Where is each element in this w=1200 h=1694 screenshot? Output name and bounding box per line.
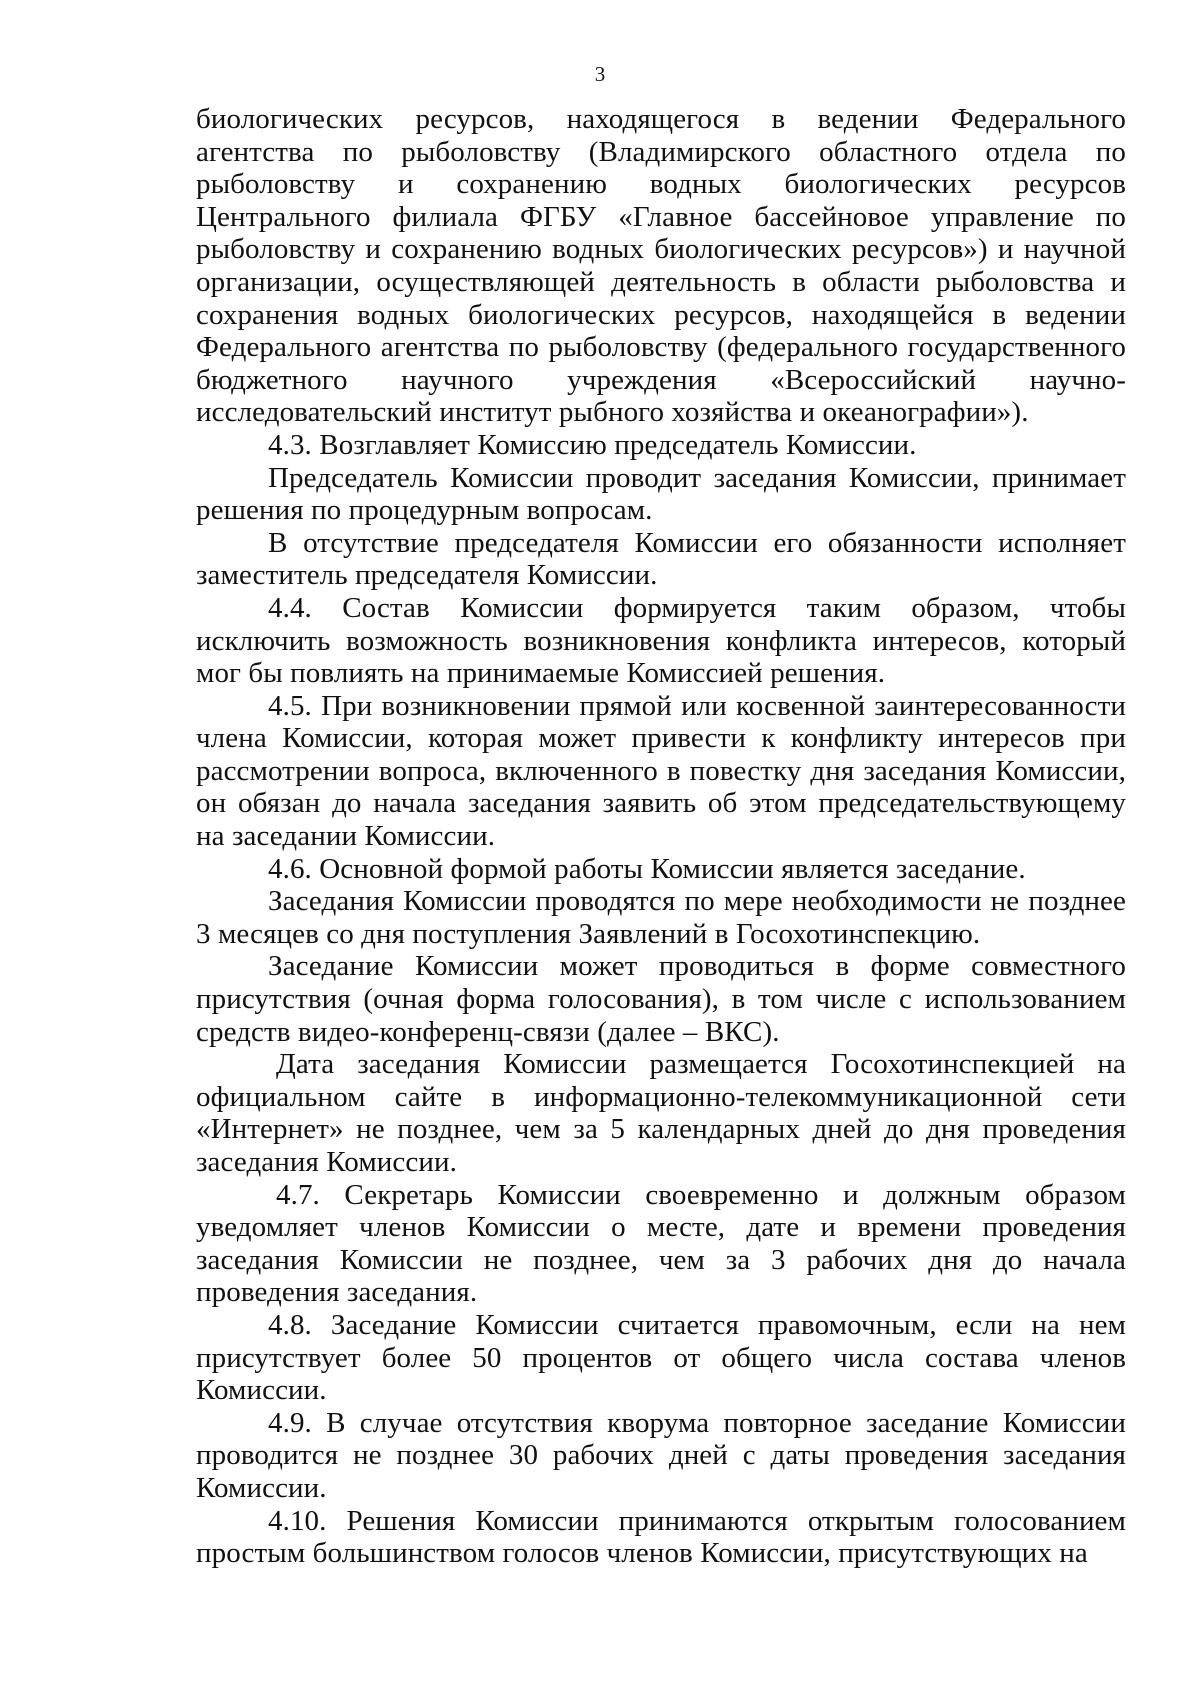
- paragraph-4-7: 4.7. Секретарь Комиссии своевременно и должным образом уведомляет членов Комиссии о месте, дате и времени проведения заседания Комиссии не позднее, чем за 3 рабочих дня до начала проведения заседания.: [196, 1178, 1126, 1309]
- paragraph-4-9: 4.9. В случае отсутствия кворума повторное заседание Комиссии проводится не позднее 30 рабочих дней с даты проведения заседания Комиссии.: [196, 1406, 1126, 1504]
- paragraph-meeting-form: Заседание Комиссии может проводиться в форме совместного присутствия (очная форма голосования), в том числе с использованием средств видео-конференц-связи (далее – ВКС).: [196, 950, 1126, 1048]
- paragraph-4-10: 4.10. Решения Комиссии принимаются открытым голосованием простым большинством голосов членов Комиссии, присутствующих на: [196, 1504, 1126, 1570]
- paragraph-4-4: 4.4. Состав Комиссии формируется таким образом, чтобы исключить возможность возникновения конфликта интересов, который мог бы повлиять на принимаемые Комиссией решения.: [196, 591, 1126, 690]
- paragraph-meeting-date: Дата заседания Комиссии размещается Госохотинспекцией на официальном сайте в информационно-телекоммуникационной сети «Интернет» не позднее, чем за 5 календарных дней до дня проведения заседания Комиссии.: [196, 1048, 1126, 1178]
- paragraph-chairman-duties: Председатель Комиссии проводит заседания Комиссии, принимает решения по процедурным вопросам.: [196, 461, 1126, 527]
- paragraph-meeting-frequency: Заседания Комиссии проводятся по мере необходимости не позднее 3 месяцев со дня поступления Заявлений в Госохотинспекцию.: [196, 885, 1126, 950]
- paragraph-4-3: 4.3. Возглавляет Комиссию председатель Комиссии.: [268, 428, 917, 461]
- paragraph-4-8: 4.8. Заседание Комиссии считается правомочным, если на нем присутствует более 50 процентов от общего числа состава членов Комиссии.: [196, 1308, 1126, 1407]
- paragraph-4-6: 4.6. Основной формой работы Комиссии является заседание.: [268, 852, 1026, 885]
- paragraph-continuation: биологических ресурсов, находящегося в ведении Федерального агентства по рыболовству (Владимирского областного отдела по рыболовству и сохранению водных биологических ресурсов Центрального филиала ФГБУ «Главное бассейновое управление по рыболовству и сохранению водных биологических ресурсов») и научной организации, осуществляющей деятельность в области рыболовства и сохранения водных биологических ресурсов, находящейся в ведении Федерального агентства по рыболовству (федерального государственного бюджетного научного учреждения «Всероссийский научно-исследовательский институт рыбного хозяйства и океанографии»).: [196, 103, 1126, 429]
- paragraph-deputy-chairman: В отсутствие председателя Комиссии его обязанности исполняет заместитель председателя Комиссии.: [196, 526, 1126, 592]
- paragraph-4-5: 4.5. При возникновении прямой или косвенной заинтересованности члена Комиссии, которая может привести к конфликту интересов при рассмотрении вопроса, включенного в повестку дня заседания Комиссии, он обязан до начала заседания заявить об этом председательствующему на заседании Комиссии.: [196, 689, 1126, 853]
- document-body: [196, 103, 1126, 1570]
- page-number: 3: [594, 62, 606, 86]
